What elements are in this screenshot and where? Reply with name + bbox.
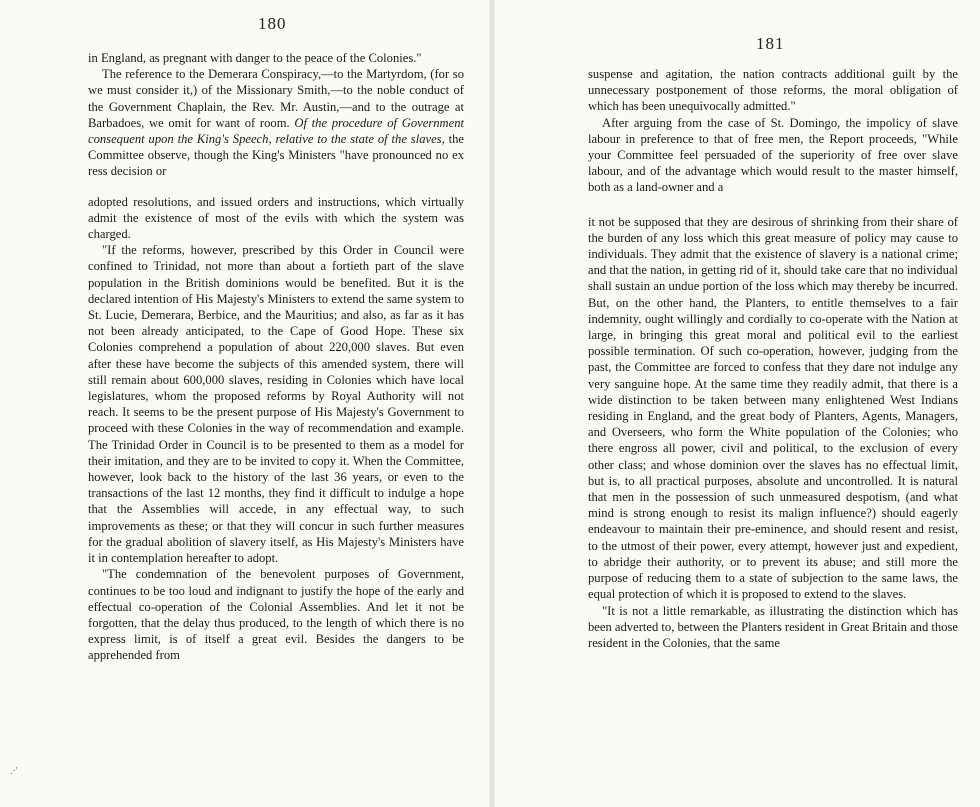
paragraph: adopted resolutions, and issued orders and instructions, which virtually admit the existence of most of the evils with which the system was charged. (88, 194, 464, 242)
left-page-number: 180 (258, 14, 287, 33)
paragraph-text: The reference to the Demerara Conspiracy,—to the Martyrdom, (for so we must consider it,) of the Missionary Smith,—to the noble conduct of the Government Chaplain, the Rev. Mr. Austin,—and to the outrage at Barbadoes, we omit for want of room. (88, 67, 464, 130)
paragraph: suspense and agitation, the nation contracts additional guilt by the unnecessary postponement of those reforms, the moral obligation of which has been unequivocally admitted." (588, 67, 958, 114)
right-page-number: 181 (756, 34, 785, 53)
paragraph: "It is not a little remarkable, as illustrating the distinction which has been adverted to, between the Planters resident in Great Britain and those resident in the Colonies, that the same (588, 603, 958, 650)
left-page-text (88, 50, 464, 664)
right-page-text (588, 66, 958, 651)
page-speck: .·' (10, 766, 18, 777)
paragraph: After arguing from the case of St. Domingo, the impolicy of slave labour in preference to that of free men, the Report proceeds, "While your Committee feel persuaded of the superiority of free over slave labour, and of the advantage which would result to the master himself, both as a land-owner and a (588, 115, 958, 195)
paragraph: "The condemnation of the benevolent purposes of Government, continues to be too loud and indignant to justify the hope of the early and effectual co-operation of the Colonial Assemblies. And let it not be forgotten, that the delay thus produced, to the length of which there is no express limit, is of itself a great evil. Besides the dangers to be apprehended from (88, 567, 464, 663)
paragraph-text: the Committee observe, though the King's Ministers "have pronounced no ex ress decision or (88, 132, 464, 179)
paragraph: in England, as pregnant with danger to the peace of the Colonies." (88, 51, 422, 65)
right-page (492, 0, 980, 807)
paragraph: "If the reforms, however, prescribed by this Order in Council were confined to Trinidad, not more than about a fortieth part of the slave population in the British dominions would be benefited. But it is the declared intention of His Majesty's Ministers to extend the same system to St. Lucie, Demerara, Berbice, and the Mauritius; and also, as far as it has not been already anticipated, to the Cape of Good Hope. These six Colonies comprehend a population of about 220,000 slaves. But even after these have become the subjects of this amended system, there will still remain about 600,000 slaves, residing in Colonies which have local legislatures, whom the proposed reforms by Royal Authority will not reach. It seems to be the present purpose of His Majesty's Government to proceed with these Colonies in the way of recommendation and example. The Trinidad Order in Council is to be presented to them as a model for their imitation, and they are to be invited to copy it. When the Committee, however, look back to the history of the last 36 years, or even to the transactions of the last 12 months, they find it difficult to indulge a hope that the Assemblies will accede, in any effectual way, to such improvements as these; or that they will concur in such further measures for the gradual abolition of slavery itself, as His Majesty's Ministers have it in contemplation hereafter to adopt. (88, 243, 464, 566)
paragraph: it not be supposed that they are desirous of shrinking from their share of the burden of any loss which this great measure of policy may cause to individuals. They admit that the existence of slavery is a national crime; and that the nation, in getting rid of it, should take care that no individual shall sustain an undue portion of the loss which may thereby be incurred. But, on the other hand, the Planters, to entitle themselves to a fair indemnity, ought willingly and cordially to co-operate with the Nation at large, in bringing this great moral and political evil to the earliest possible termination. Of such co-operation, however, judging from the past, the Committee are forced to confess that they dare not indulge any very sanguine hope. At the same time they readily admit, that there is a wide distinction to be taken between many enlightened West Indians residing in England, and the great body of Planters, Agents, Managers, and Overseers, who form the White population of the Colonies; who there engross all power, civil and political, to the exclusion of every other class; and whose dominion over the slaves has no effectual limit, but is, to all practical purposes, absolute and uncontrolled. It is natural that men in the possession of such unmeasured despotism, (and what mind is strong enough to resist its malign influence?) should eagerly endeavour to maintain their pre-eminence, and should resent and resist, to the utmost of their power, every attempt, however just and expedient, to abridge their authority, or to prevent its abuse; and still more the purpose of reducing them to a state of subjection to the same laws, the equal protection of which it is proposed to extend to the slaves. (588, 214, 958, 602)
italic-heading: Of the procedure of Government consequent upon the King's Speech, relative to the state of the slaves, (88, 115, 464, 147)
paragraph (88, 66, 464, 179)
